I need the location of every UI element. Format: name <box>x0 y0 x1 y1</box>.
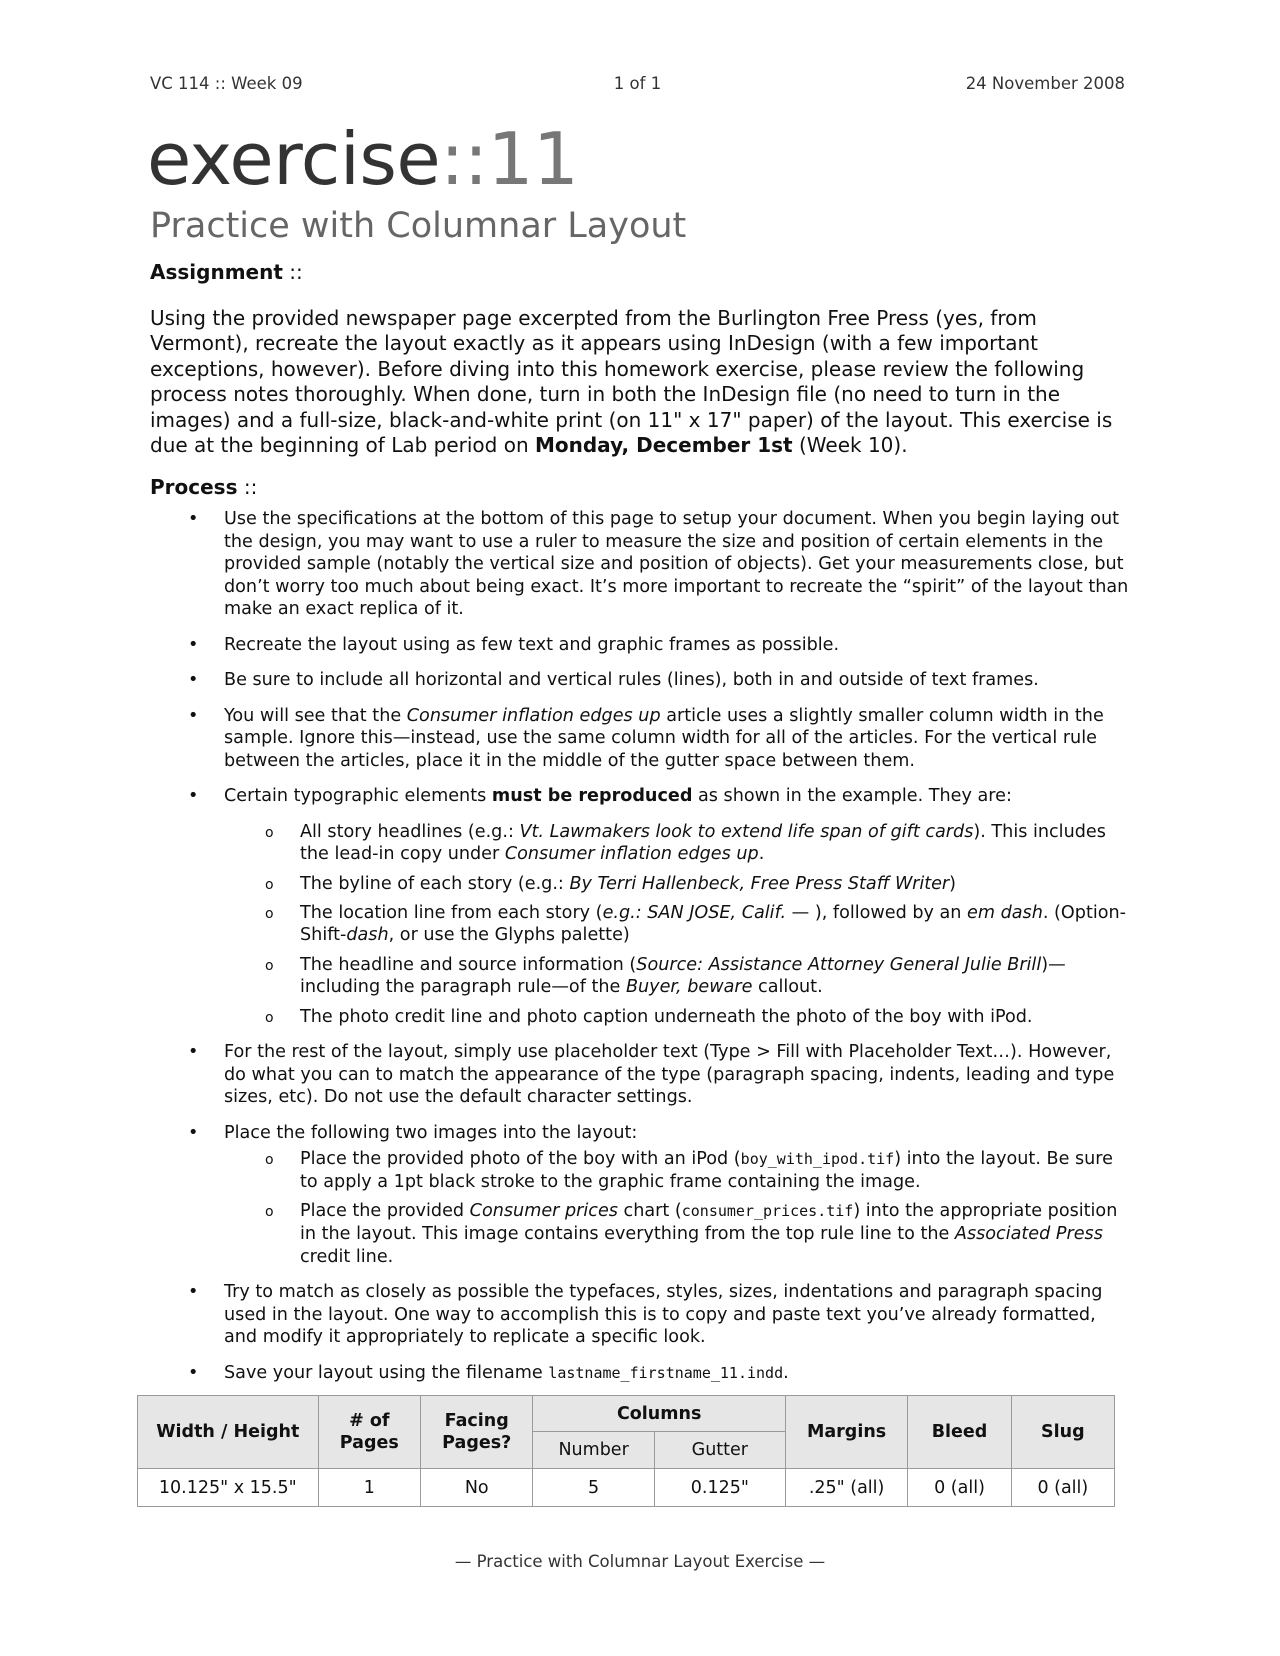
item-text: For the rest of the layout, simply use placeholder text (Type > Fill with Placeholder Text…). However, do what you can to match the appearance of the type (paragraph spacing, indents, leading and type sizes, etc). Do not use the default character settings. <box>224 1042 1115 1108</box>
page-footer: — Practice with Columnar Layout Exercise — <box>454 1552 826 1571</box>
title-separator: :: <box>440 117 488 201</box>
bullet-mark: • <box>188 509 199 529</box>
sub-bullet-mark: o <box>265 1152 274 1169</box>
header-width-height: Width / Height <box>138 1396 319 1469</box>
sub-item-italic: e.g.: SAN JOSE, Calif. <box>602 902 787 923</box>
item-text: as shown in the example. They are: <box>692 786 1012 807</box>
value-bleed: 0 (all) <box>908 1469 1011 1507</box>
assignment-heading-colons: :: <box>282 260 303 284</box>
item-text: You will see that the <box>224 705 407 726</box>
filename-code: boy_with_ipod.tif <box>740 1150 895 1169</box>
filename-code: consumer_prices.tif <box>681 1202 854 1221</box>
bullet-mark: • <box>188 1362 199 1383</box>
bullet-mark: • <box>188 705 199 726</box>
bullet-mark: • <box>188 1042 199 1063</box>
page-number: 1 of 1 <box>613 74 662 93</box>
list-item <box>150 1122 1130 1145</box>
process-list <box>150 508 1130 1397</box>
sub-item-text: — ), followed by an <box>786 902 968 923</box>
item-text: Try to match as closely as possible the typefaces, styles, sizes, indentations and paragraph spacing used in the layout. One way to accomplish this is to copy and paste text you’ve already formatted, and modify it appropriately to replicate a specific look. <box>224 1281 1103 1348</box>
sub-item-italic: Buyer, beware <box>625 977 753 998</box>
exercise-title <box>147 118 578 200</box>
sub-bullet-mark: o <box>265 876 274 893</box>
assignment-heading-text: Assignment <box>150 260 283 284</box>
sub-bullet-mark: o <box>265 1009 274 1026</box>
sub-item-italic: dash <box>346 925 389 946</box>
item-bold: must be reproduced <box>491 786 693 807</box>
sub-list-item <box>150 902 1130 947</box>
sub-item-italic: Consumer inflation edges up <box>504 844 759 865</box>
sub-item-text: )—including the paragraph rule—of the <box>300 954 1066 998</box>
bullet-mark: • <box>188 634 199 655</box>
sub-item-text: The headline and source information ( <box>300 954 637 975</box>
filename-code: lastname_firstname_11.indd <box>548 1363 784 1382</box>
sub-bullet-mark: o <box>265 957 274 974</box>
sub-list-item <box>150 1006 1130 1029</box>
sub-item-text: All story headlines (e.g.: <box>300 821 520 842</box>
process-heading-colons: :: <box>237 475 258 499</box>
header-margins: Margins <box>785 1396 907 1469</box>
sub-item-text: , or use the Glyphs palette) <box>388 925 630 946</box>
sub-list-item <box>150 821 1130 866</box>
assignment-text-start: Using the provided newspaper page excerpted from the Burlington Free Press (yes, from Vermont), recreate the layout exactly as it appears using InDesign (with a few important exceptions, however). Before diving into this homework exercise, please review the following process notes thoroughly. When done, turn in both the InDesign file (no need to turn in the images) and a full-size, black-and-white print (on 11" x 17" paper) of the layout. This exercise is due at the beginning of Lab period on <box>150 306 1113 458</box>
list-item <box>150 785 1130 808</box>
header-columns: Columns <box>533 1396 785 1432</box>
sub-item-text: callout. <box>752 977 823 998</box>
sub-item-text: . (Option-Shift- <box>300 902 1126 946</box>
list-item <box>150 669 1130 692</box>
item-text: Use the specifications at the bottom of this page to setup your document. When you begin laying out the design, you may want to use a ruler to measure the size and position of certain elements in the provided sample (notably the vertical size and position of objects). Get your measurements close, but don’t worry too much about being exact. It’s more important to recreate the “spirit” of the layout than make an exact replica of it. <box>224 509 1129 620</box>
sub-item-italic: By Terri Hallenbeck, Free Press Staff Writer <box>569 873 950 894</box>
item-text: Certain typographic elements <box>224 786 492 807</box>
sub-item-text: . <box>758 844 765 865</box>
list-item <box>150 508 1130 621</box>
sub-item-text: The photo credit line and photo caption underneath the photo of the boy with iPod. <box>300 1006 1033 1027</box>
sub-bullet-mark: o <box>265 824 274 841</box>
sub-bullet-mark: o <box>265 905 274 922</box>
value-columns-gutter: 0.125" <box>654 1469 785 1507</box>
header-facing-pages: Facing Pages? <box>421 1396 533 1469</box>
item-text: . <box>783 1362 789 1383</box>
header-columns-number: Number <box>533 1432 654 1469</box>
sub-item-text: The location line from each story ( <box>300 902 603 923</box>
item-text: Recreate the layout using as few text and graphic frames as possible. <box>224 634 840 655</box>
sub-item-text: credit line. <box>300 1246 394 1267</box>
process-heading-text: Process <box>150 475 238 499</box>
sub-bullet-mark: o <box>265 1204 274 1221</box>
value-slug: 0 (all) <box>1011 1469 1114 1507</box>
list-item <box>150 1362 1130 1385</box>
document-date: 24 November 2008 <box>965 74 1125 93</box>
list-item <box>150 705 1130 773</box>
value-pages: 1 <box>318 1469 420 1507</box>
sub-item-italic: Consumer prices <box>469 1201 618 1222</box>
exercise-subtitle: Practice with Columnar Layout <box>150 206 687 246</box>
list-item <box>150 1041 1130 1109</box>
value-margins: .25" (all) <box>785 1469 907 1507</box>
item-text: Be sure to include all horizontal and vertical rules (lines), both in and outside of text frames. <box>224 670 1039 691</box>
header-columns-gutter: Gutter <box>654 1432 785 1469</box>
sub-item-italic: Associated Press <box>954 1224 1103 1244</box>
list-item <box>150 634 1130 657</box>
header-pages: # of Pages <box>318 1396 420 1469</box>
value-columns-number: 5 <box>533 1469 654 1507</box>
header-slug: Slug <box>1011 1396 1114 1469</box>
course-week-label: VC 114 :: Week 09 <box>150 74 303 93</box>
sub-item-text: Place the provided photo of the boy with an iPod ( <box>300 1149 741 1170</box>
bullet-mark: • <box>188 786 199 807</box>
sub-item-italic: em dash <box>967 902 1043 923</box>
sub-item-italic: Source: Assistance Attorney General Julie Brill <box>636 954 1042 975</box>
assignment-paragraph <box>150 306 1140 458</box>
sub-list-item <box>150 1200 1130 1268</box>
item-italic: Consumer inflation edges up <box>406 705 661 726</box>
sub-item-text: ) into the layout. Be sure to apply a 1pt black stroke to the graphic frame containing the image. <box>300 1149 1113 1193</box>
table-row <box>138 1469 1115 1507</box>
assignment-text-end: (Week 10). <box>792 433 908 458</box>
page-header <box>150 74 1125 98</box>
title-word: exercise <box>147 117 441 201</box>
list-item <box>150 1281 1130 1349</box>
sub-item-text: ) into the appropriate position in the layout. This image contains everything from the top rule line to the <box>300 1201 1118 1244</box>
sub-list-item <box>150 954 1130 999</box>
sub-list-item <box>150 873 1130 896</box>
sub-item-italic: Vt. Lawmakers look to extend life span of gift cards <box>519 821 974 842</box>
sub-item-text: ). This includes the lead-in copy under <box>300 821 1106 865</box>
bullet-mark: • <box>188 670 199 691</box>
bullet-mark: • <box>188 1122 199 1143</box>
document-specs-table <box>137 1395 1115 1507</box>
sub-item-text: Place the provided <box>300 1201 470 1222</box>
item-text: Save your layout using the filename <box>224 1362 549 1383</box>
sub-item-text: The byline of each story (e.g.: <box>300 873 570 894</box>
sub-list-item <box>150 1148 1130 1193</box>
item-text: Place the following two images into the layout: <box>224 1122 638 1143</box>
sub-item-text: ) <box>949 873 957 894</box>
item-text: article uses a slightly smaller column width in the sample. Ignore this—instead, use the same column width for all of the articles. For the vertical rule between the articles, place it in the middle of the gutter space between them. <box>224 705 1104 771</box>
sub-item-text: chart ( <box>617 1201 682 1222</box>
process-heading <box>150 475 257 499</box>
value-width-height: 10.125" x 15.5" <box>138 1469 319 1507</box>
header-bleed: Bleed <box>908 1396 1011 1469</box>
title-number: 11 <box>487 117 579 201</box>
assignment-heading <box>150 260 303 284</box>
assignment-due-date: Monday, December 1st <box>534 433 793 458</box>
value-facing-pages: No <box>421 1469 533 1507</box>
bullet-mark: • <box>188 1281 199 1302</box>
